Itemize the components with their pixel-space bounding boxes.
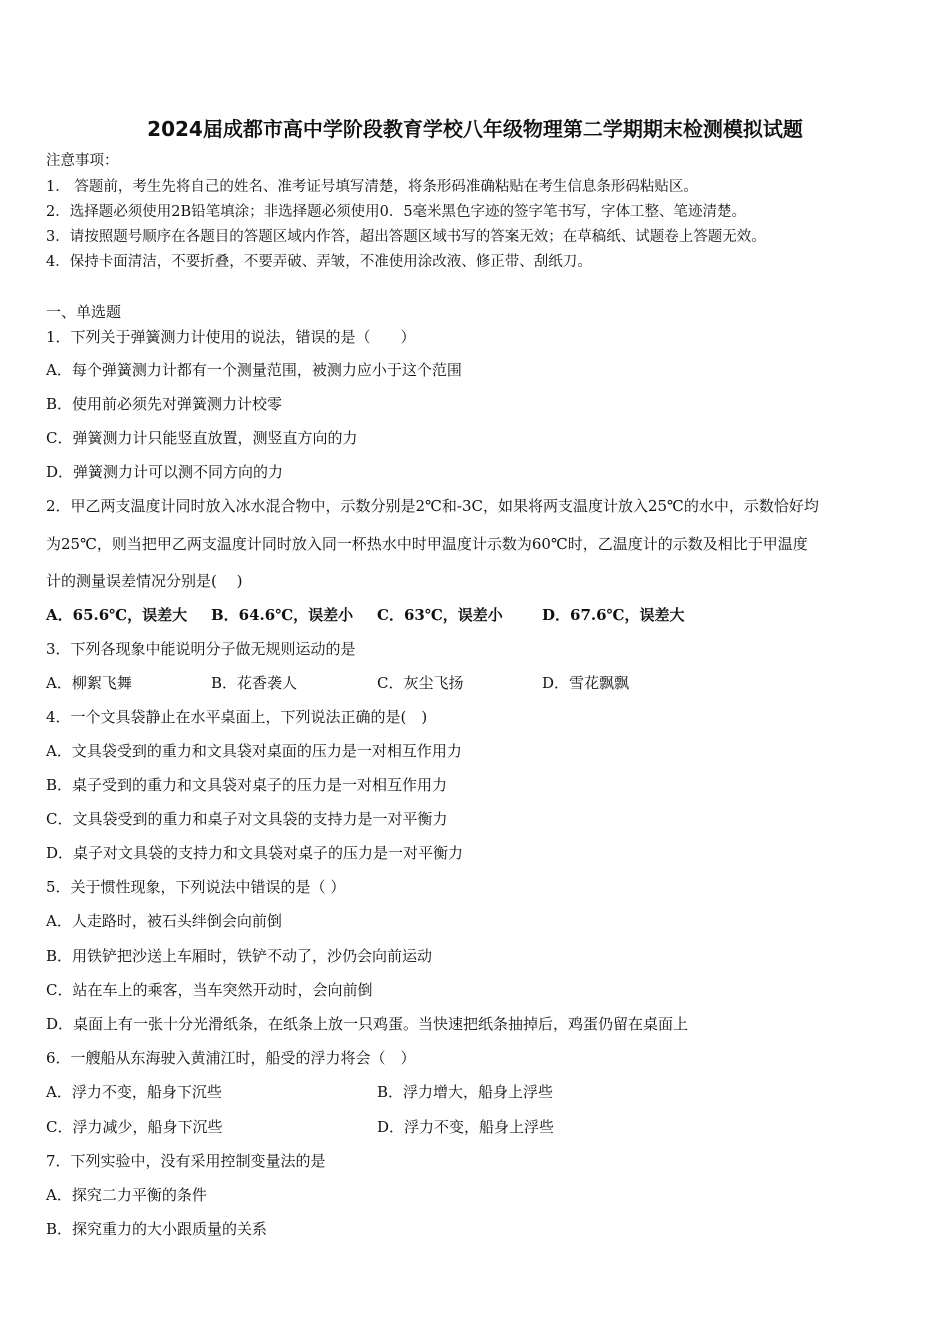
option-a: A．文具袋受到的重力和文具袋对桌面的压力是一对相互作用力 xyxy=(46,742,462,760)
question-stem-line: 2．甲乙两支温度计同时放入冰水混合物中，示数分别是2℃和-3C，如果将两支温度计放入25℃的水中，示数恰好均 xyxy=(46,497,819,515)
option-b: B．探究重力的大小跟质量的关系 xyxy=(46,1220,268,1238)
question-stem-line: 为25℃，则当把甲乙两支温度计同时放入同一杯热水中时甲温度计示数为60℃时，乙温度计的示数及相比于甲温度 xyxy=(46,535,808,553)
question-stem: 1．下列关于弹簧测力计使用的说法，错误的是（ ） xyxy=(46,328,416,346)
option-b: B．桌子受到的重力和文具袋对桌子的压力是一对相互作用力 xyxy=(46,776,448,794)
option-a: A．65.6℃，误差大 xyxy=(46,606,188,624)
option-c: C．站在车上的乘客，当车突然开动时，会向前倒 xyxy=(46,981,373,999)
option-c: C．弹簧测力计只能竖直放置，测竖直方向的力 xyxy=(46,429,358,447)
question-stem: 3．下列各现象中能说明分子做无规则运动的是 xyxy=(46,640,356,658)
option-b: B．使用前必须先对弹簧测力计校零 xyxy=(46,395,283,413)
section-heading: 一、单选题 xyxy=(46,303,122,321)
option-c: C．63℃，误差小 xyxy=(377,606,503,624)
notice-item: 4．保持卡面清洁，不要折叠，不要弄破、弄皱，不准使用涂改液、修正带、刮纸刀。 xyxy=(46,254,592,270)
notice-heading: 注意事项： xyxy=(46,153,119,169)
exam-title: 2024届成都市高中学阶段教育学校八年级物理第二学期期末检测模拟试题 xyxy=(147,117,803,141)
question-stem: 6．一艘船从东海驶入黄浦江时，船受的浮力将会（ ） xyxy=(46,1049,416,1067)
option-c: C．浮力减少，船身下沉些 xyxy=(46,1118,223,1136)
option-d: D．67.6℃，误差大 xyxy=(542,606,685,624)
option-b: B．花香袭人 xyxy=(211,674,298,692)
option-d: D．桌面上有一张十分光滑纸条，在纸条上放一只鸡蛋。当快速把纸条抽掉后，鸡蛋仍留在桌面上 xyxy=(46,1015,689,1033)
option-b: B．用铁铲把沙送上车厢时，铁铲不动了，沙仍会向前运动 xyxy=(46,947,433,965)
notice-item: 2．选择题必须使用2B铅笔填涂；非选择题必须使用0．5毫米黑色字迹的签字笔书写，字体工整、笔迹清楚。 xyxy=(46,204,747,220)
question-stem: 7．下列实验中，没有采用控制变量法的是 xyxy=(46,1152,326,1170)
notice-item: 3．请按照题号顺序在各题目的答题区域内作答，超出答题区域书写的答案无效；在草稿纸、试题卷上答题无效。 xyxy=(46,229,766,245)
option-a: A．人走路时，被石头绊倒会向前倒 xyxy=(46,912,282,930)
option-b: B．64.6℃，误差小 xyxy=(211,606,354,624)
option-a: A．柳絮飞舞 xyxy=(46,674,132,692)
option-b: B．浮力增大，船身上浮些 xyxy=(377,1083,554,1101)
option-d: D．弹簧测力计可以测不同方向的力 xyxy=(46,463,284,481)
option-a: A．探究二力平衡的条件 xyxy=(46,1186,207,1204)
question-stem: 5．关于惯性现象，下列说法中错误的是（ ） xyxy=(46,878,346,896)
option-a: A．每个弹簧测力计都有一个测量范围，被测力应小于这个范围 xyxy=(46,361,462,379)
notice-item: 1． 答题前，考生先将自己的姓名、准考证号填写清楚，将条形码准确粘贴在考生信息条形码粘贴区。 xyxy=(46,179,698,195)
option-d: D．雪花飘飘 xyxy=(542,674,630,692)
option-a: A．浮力不变，船身下沉些 xyxy=(46,1083,222,1101)
question-stem-line: 计的测量误差情况分别是( ) xyxy=(46,572,243,590)
question-stem: 4．一个文具袋静止在水平桌面上，下列说法正确的是( ) xyxy=(46,708,428,726)
option-c: C．灰尘飞扬 xyxy=(377,674,464,692)
option-d: D．浮力不变，船身上浮些 xyxy=(377,1118,555,1136)
option-d: D．桌子对文具袋的支持力和文具袋对桌子的压力是一对平衡力 xyxy=(46,844,464,862)
option-c: C．文具袋受到的重力和桌子对文具袋的支持力是一对平衡力 xyxy=(46,810,448,828)
